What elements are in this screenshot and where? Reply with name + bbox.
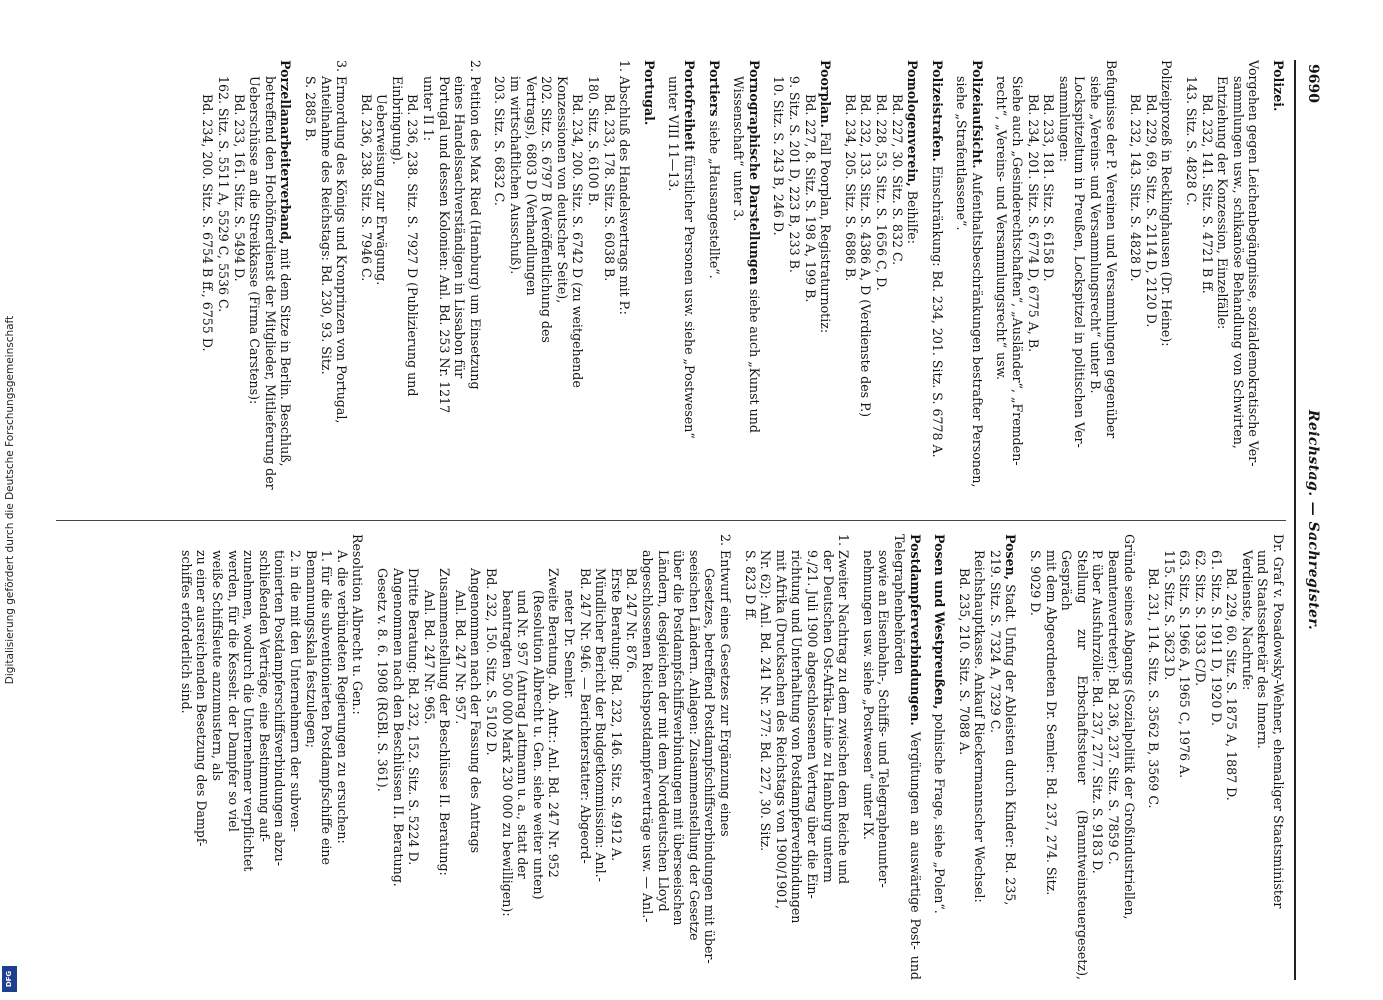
entry-heading: Portofreiheit [682,60,697,152]
entry-line: Bd. 227, 30. Sitz. S. 832 C. [889,94,905,266]
entry-line: Bd. 235, 210. Sitz. S. 7088 A. [956,568,972,756]
register-entry [771,60,833,506]
entry-line: Anl. Bd. 247 Nr. 965. [421,590,437,725]
entry-line: (Resolution Albrecht u. Gen. siehe weiter unten) [530,590,546,900]
entry-line: P. über Ausfuhrzölle: Bd. 237, 277. Sitz. S. 9183 D. [1090,550,1106,874]
entry-line: 143. Sitz. S. 4828 C. [1184,76,1200,206]
entry-line: Bd. 228, 53. Sitz. S. 1656 C, D. [873,94,889,291]
dfg-logo-text: DFG [5,970,14,988]
entry-line: Nr. 62): Anl. Bd. 241 Nr. 277: Bd. 227, 30. Sitz. [758,550,774,852]
entry-line: S. 823 D ff. [742,550,758,621]
entry-line: Angenommen nach den Beschlüssen II. Beratung. [390,568,406,887]
entry-line: Siehe auch „Gesinderechtschaften“, „Ausländer“, „Fremden- [1010,76,1026,466]
entry-line: beantragten 500 000 Mark 230 000 zu bewilligen): [499,590,515,917]
register-entry [842,60,920,506]
entry-line: 1. Abschluß des Handelsvertrags mit P.: [617,60,633,315]
entry-line: und Staatssekretär des Innern. [1255,550,1271,749]
entry-heading: Pornographische Darstellungen [746,60,762,285]
entry-line: Beamtenvertreter): Bd. 236, 237. Sitz. S. 7859 C. [1106,550,1122,865]
entry-line: Bd. 234, 201. Sitz. S. 6774 D, 6775 A, B. [1025,94,1041,353]
register-entry [994,60,1119,506]
page-header [1298,60,1320,980]
entry-line: tionierten Postdampferschiffsverbindungen abzu- [272,550,288,867]
page-number: 9690 [1305,64,1321,103]
register-entry [666,60,697,506]
entry-line: schließenden Verträge, eine Bestimmung auf- [256,550,272,842]
entry-line: abgeschlossenen Reichspostdampferverträge usw. — Anl.- [640,550,656,923]
entry-line: polnische Frage, siehe „Polen“. [932,713,948,914]
entry-line: seeischen Ländern. Anlagen: Zusammenstellung der Gesetze [686,550,702,941]
entry-line: Dritte Beratung: Bd. 232, 152. Sitz. S. 5224 D. [406,568,422,866]
entry-line: Anteilnahme des Reichstags: Bd. 230, 93. Sitz. [318,76,334,375]
entry-line: weiße Schiffsleute anzumustern, als [210,550,225,781]
register-entry [1183,60,1261,506]
column-divider [56,520,1286,521]
entry-line: Dr. Graf v. Posadowsky-Wehner, ehemaliger Staatsminister [1271,534,1286,909]
entry-line: Bd. 232, 133. Sitz. S. 4386 A, D (Verdienste des P.) [858,94,874,417]
entry-line: mit dem Sitze in Berlin. Beschluß, [278,248,294,467]
register-entry [954,60,985,506]
entry-line: recht“, „Vereins- und Versammlungsrecht“ usw. [994,76,1010,381]
entry-line: Bd. 234, 205. Sitz. S. 6886 B. [842,94,858,282]
dfg-logo-icon [2,966,17,992]
entry-line: Wissenschaft“ unter 3. [731,76,747,222]
entry-heading: Poorplan. [818,60,834,128]
register-entry [956,534,1018,980]
entry-heading: Polizeiaufsicht. [969,60,985,169]
entry-line: 203. Sitz. S. 6832 C. [492,76,508,206]
register-entry [731,60,762,506]
entry-line: zunehmen, wodurch die Unternehmer verpflichtet [241,550,257,872]
entry-line: Ländern, desgleichen der mit dem Norddeutschen Lloyd [655,550,671,912]
entry-line: werden, für die Kesselr. der Dampfer so viel [225,550,241,832]
entry-line: Gesetzes, betreffend Postdampfschiffsverbindungen mit über- [702,568,718,964]
entry-heading: Porzellanarbeiterverband, [278,60,294,245]
entry-line: zu einer ausreichenden Besetzung des Dampf- [194,550,210,847]
entry-line: mit Afrika (Drucksachen des Reichstags von 1900/1901, [773,550,789,910]
entry-line: Angenommen nach der Fassung des Antrags [468,568,484,854]
entry-line: Bd. 229, 69. Sitz. S. 2114 D, 2120 D. [1143,94,1159,328]
entry-heading: Pomologenverein, [905,60,921,187]
entry-line: Bd. 247 Nr. 876. [624,568,640,674]
credit-text: Digitalisierung gefördert durch die Deutsche Forschungsgemeinschaft [4,315,16,685]
entry-line: Ueberschüsse an die Streikkasse (Firma Carstens): [247,76,263,405]
document-page [50,60,1320,980]
entry-line: Bd. 236, 238. Sitz. S. 7946 C. [358,94,374,282]
entry-line: Bd. 236, 238. Sitz. S. 7927 D (Publizierung und [405,94,421,397]
entry-line: Bd. 232, 143. Sitz. S. 4828 D. [1128,94,1144,282]
entry-line: Bd. 229, 60. Sitz. S. 1875 A, 1887 D. [1224,568,1240,801]
entry-line: siehe „Vereins- und Versammlungsrecht“ unter B. [1088,76,1104,394]
entry-line: 10. Sitz. S. 243 B, 246 D. [771,76,787,236]
register-entry [932,534,948,980]
entry-line: Befugnisse der P. Vereinen und Versammlungen gegenüber [1103,60,1119,439]
entry-line: 61. Sitz. S. 1911 D, 1920 D. [1208,550,1224,726]
entry-line: fürstlicher Personen usw. siehe „Postwesen“ [682,155,697,439]
register-entry [742,534,851,980]
entry-line: Beihilfe: [905,190,921,244]
entry-heading: Postdampferverbindungen. [907,534,923,726]
register-entry [178,534,365,980]
entry-line: unter VIII 11—13. [666,76,682,192]
register-entry [641,60,657,506]
entry-line: im wirtschaftlichen Ausschuß). [508,76,524,275]
entry-line: Gründe seines Abgangs (Sozialpolitik der Großindustriellen, [1121,534,1137,920]
entry-line: neter Dr. Semler. [562,590,578,699]
entry-line: 202. Sitz. S. 6797 B (Veröffentlichung des [539,76,555,343]
entry-line: der Deutschen Ost-Afrika-Linie zu Hamburg unterm [820,550,836,883]
entry-line: 1. Zweiter Nachtrag zu dem zwischen dem Reiche und [836,534,852,885]
register-entry [492,60,632,506]
entry-line: Bd. 233, 178. Sitz. S. 6038 B. [601,94,617,282]
entry-line: nehmungen usw. siehe „Postwesen“ unter IX. [860,550,876,840]
entry-line: mit dem Abgeordneten Dr. Semler: Bd. 237, 274. Sitz. [1043,550,1059,896]
entry-line: Vertrags), 6803 D (Verhandlungen [523,76,539,296]
register-entry [302,60,349,506]
entry-heading: Polizeistrafen. [929,60,945,162]
running-title: Reichstag. — Sachregister. [1305,409,1321,631]
entry-line: A. die verbündeten Regierungen zu ersuchen: [334,550,350,844]
register-entry [706,60,722,506]
entry-line: siehe auch „Kunst und [746,288,762,433]
entry-line: 2. in die mit den Unternehmern der subven- [287,550,303,832]
entry-line: Bd. 233, 161. Sitz. S. 5494 D. [231,94,247,282]
entry-line: Verdienste, Nachrufe: [1239,550,1255,691]
entry-line: 2. Petition des Max Ried (Hamburg) um Einsetzung [467,60,483,390]
entry-line: Anl. Bd. 247 Nr. 957. [452,590,468,725]
entry-line: Vergütungen an auswärtige Post- und Telegraphenbehörden [891,534,923,980]
digitization-credit [0,0,20,1000]
entry-line: 3. Ermordung des Königs und Kronprinzen von Portugal, [334,60,350,424]
entry-line: Resolution Albrecht u. Gen.: [350,534,366,715]
entry-line: sowie an Eisenbahn-, Schiffs- und Telegraphenunter- [876,550,892,888]
entry-line: Portugal und dessen Kolonien: Anl. Bd. 253 Nr. 1217 [436,76,452,414]
entry-line: Ueberweisung zur Erwägung. [374,94,390,286]
entry-line: Erste Beratung: Bd. 232, 146. Sitz. S. 4912 A. [608,568,624,862]
entry-line: Einbringung). [389,76,405,165]
entry-line: 2. Entwurf eines Gesetzes zur Ergänzung eines [718,534,733,837]
entry-line: sammlungen usw., schikanöse Behandlung von Schwirten, [1230,76,1246,449]
register-entry [358,60,483,506]
entry-line: Bd. 231, 114. Sitz. S. 3562 B, 3569 C. [1146,568,1162,809]
entry-line: Aufenthaltsbeschränkungen bestrafter Personen, [969,172,985,488]
entry-line: über die Postdampfschiffsverbindungen mit überseeischen [671,550,687,926]
entry-line: Bd. 232, 141. Sitz. S. 4721 B ff. [1199,94,1215,294]
register-entry [1028,534,1137,980]
register-entry [374,534,733,980]
entry-line: S. 2885 B. [302,76,318,142]
entry-line: 162. Sitz. S. 5511 A, 5529 C, 5536 C. [215,76,231,313]
entry-line: Einschränkung: Bd. 234, 201. Sitz. S. 6778 A. [929,165,945,458]
left-column [191,60,1286,506]
entry-line: Zweite Beratung. Ab. Antr.: Anl. Bd. 247 Nr. 952 [546,568,562,878]
entry-heading: Posen und Westpreußen, [932,534,948,710]
entry-line: Bd. 247 Nr. 946. — Berichterstatter: Abgeord- [577,568,593,864]
entry-line: Bd. 232, 150. Sitz. S. 5102 D. [484,568,500,756]
register-entry [1128,60,1175,506]
entry-line: Bd. 234, 200. Sitz. S. 6742 D (zu weitgehende [570,94,586,388]
register-entry [929,60,945,506]
entry-line: Polizeiprozeß in Recklinghausen (Dr. Heine): [1159,60,1175,347]
entry-line: Gesetz v. 8. 6. 1908 (RGBl. S. 361). [374,568,390,792]
entry-line: Bd. 227, 8. Sitz. S. 198 A, 199 B. [802,94,818,303]
right-column [169,534,1286,980]
header-rule [1294,60,1296,980]
entry-line: Zusammenstellung der Beschlüsse II. Beratung: [437,568,453,876]
entry-line: Bemannungsskala festzulegen; [303,550,319,749]
entry-heading: Portugal. [641,60,657,126]
entry-line: schiffes erforderlich sind. [178,550,194,714]
entry-line: Lockspitzeltum in Preußen, Lockspitzel in politischen Ver- [1072,76,1088,448]
entry-line: 62. Sitz. S. 1933 C/D. [1193,550,1209,687]
entry-line: eines Handelssachverständigen in Lissabon für [452,76,468,379]
entry-line: betreffend den Hochöfnerdienst der Mitglieder, Mitlieferung der [262,76,278,490]
register-entry [1146,534,1286,980]
register-entry [860,534,922,980]
entry-line: 9. Sitz. S. 201 D, 223 B, 233 B. [786,76,802,273]
entry-heading: Posen, [1003,534,1019,581]
entry-line: Fall Poorplan, Registraturnotiz: [818,131,834,334]
entry-line: Bd. 234, 200. Sitz. S. 6754 B ff., 6755 D. [200,94,216,352]
entry-line: Stadt. Unfug der Ableisten durch Kinder: Bd. 235, [1003,584,1019,906]
entry-line: siehe „Hausangestellte“. [706,120,722,279]
register-entry [1270,60,1286,506]
entry-line: 115. Sitz. S. 3623 D. [1161,550,1177,681]
entry-line: 180. Sitz. S. 6100 B. [586,76,602,206]
entry-line: 63. Sitz. S. 1966 A, 1965 C, 1976 A. [1177,550,1193,779]
entry-line: 219. Sitz. S. 7324 A, 7329 C. [987,550,1003,733]
entry-line: unter II 1: [421,76,437,141]
entry-line: Reichshauptkasse. Ankauf Rieckermannscher Wechsel: [972,550,988,903]
entry-heading: Portiers [706,60,722,117]
entry-line: 9./21. Juli 1900 abgeschlossenen Vertrag über die Ein- [804,550,820,899]
entry-line: siehe „Strafentlassene“. [954,76,970,231]
entry-line: Mündlicher Bericht der Budgetkommission: Anl.- [593,568,609,882]
entry-line: sammlungen: [1056,76,1072,162]
entry-line: und Nr. 957 (Antrag Lattmann u. a., statt der [515,590,531,879]
entry-line: Entziehung der Konzession, Einzelfälle: [1215,76,1231,330]
entry-line: Vorgehen gegen Leichenbegängnisse, sozialdemokratische Ver- [1246,60,1262,467]
register-entry [200,60,294,506]
entry-line: Stellung zur Erbschaftssteuer (Branntweinsteuergesetz), Gespräch [1059,550,1090,980]
entry-heading: Polizei. [1271,60,1286,112]
entry-line: Konzessionen von deutscher Seite), [554,76,570,304]
entry-line: Bd. 233, 181. Sitz. S. 6158 D. [1041,94,1057,282]
entry-line: 1. für die subventionierten Postdampfschiffe eine [319,550,335,865]
entry-line: richtung und Unterhaltung von Postdampferverbindungen [789,550,805,924]
entry-line: S. 9029 D. [1028,550,1044,616]
